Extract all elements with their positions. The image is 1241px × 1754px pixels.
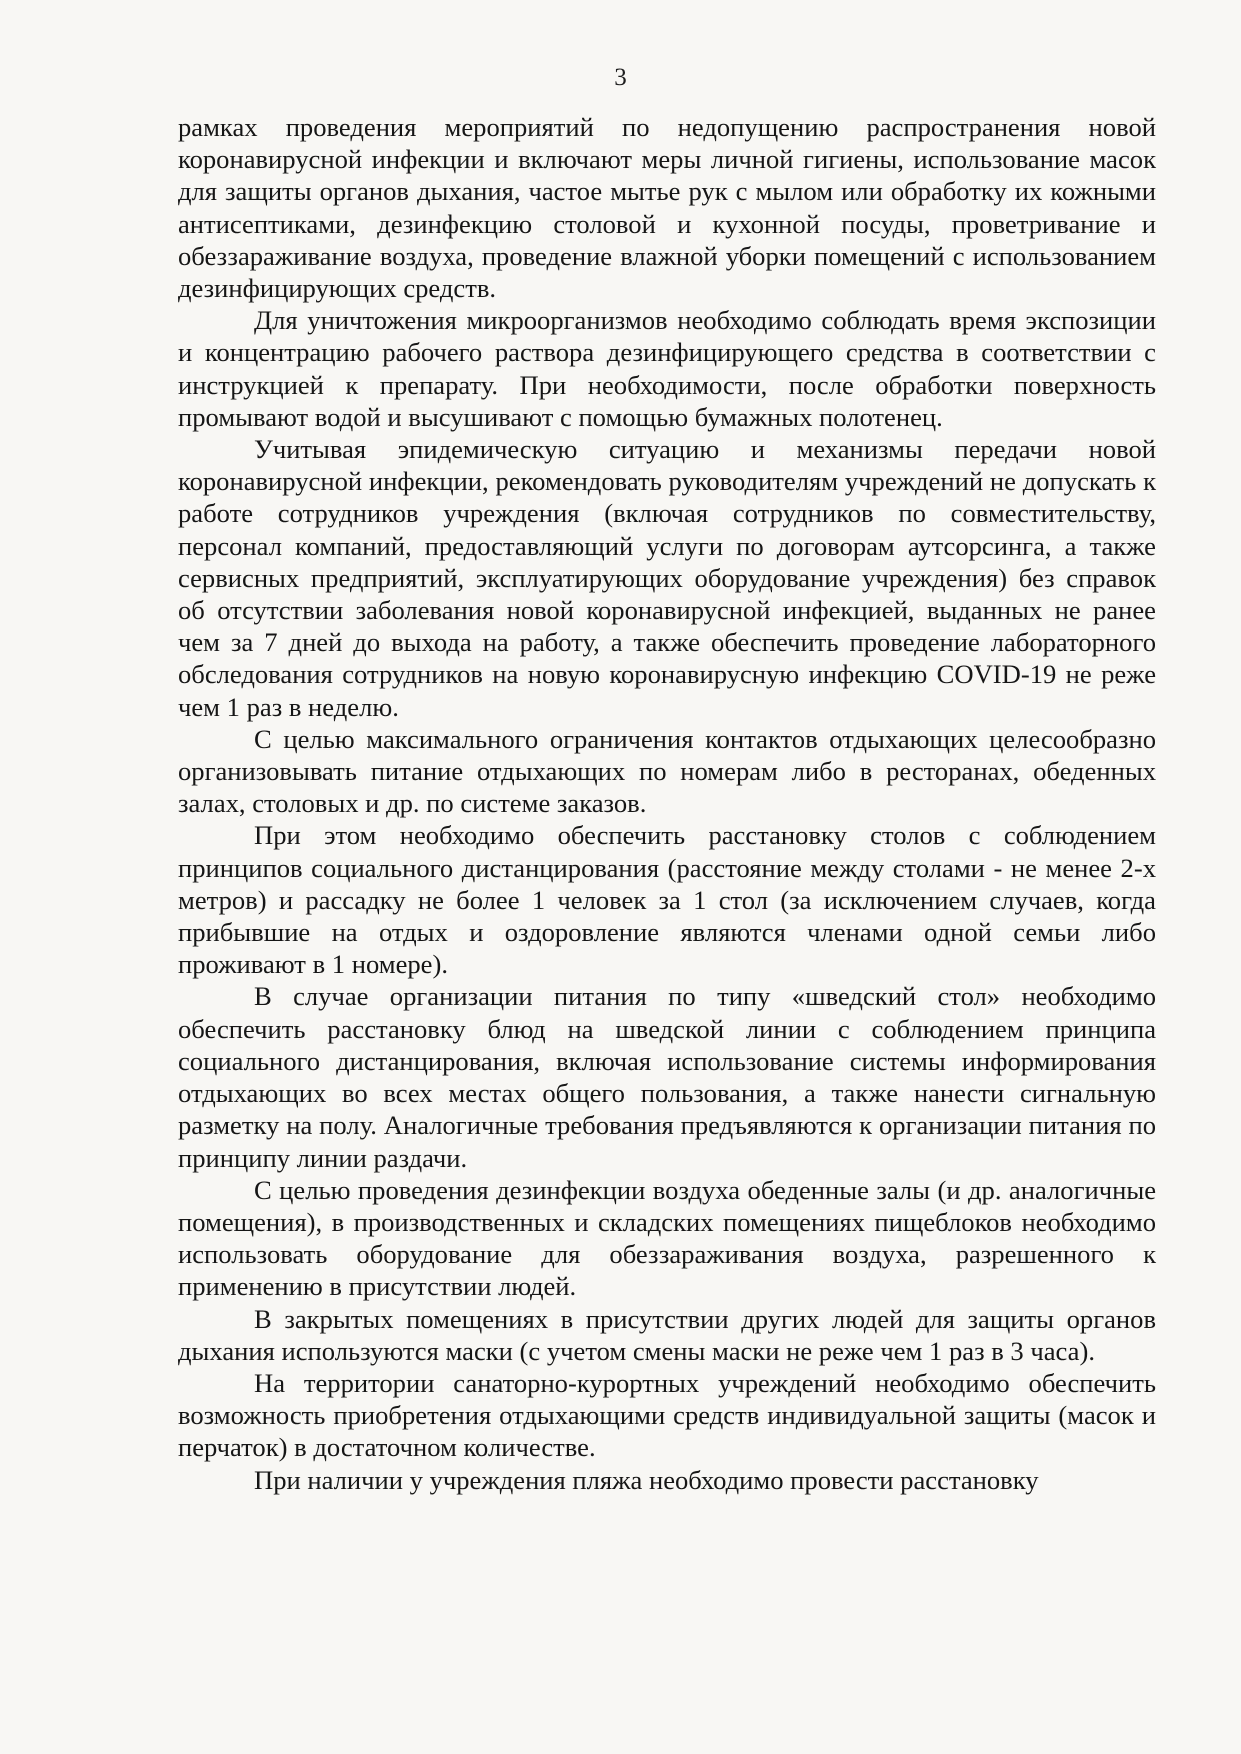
paragraph: Учитывая эпидемическую ситуацию и механизмы передачи новой коронавирусной инфекции, рекомендовать руководителям учреждений не допускать к работе сотрудников учреждения (включая сотрудников по совместительству, персонал компаний, предоставляющий услуги по договорам аутсорсинга, а также сервисных предприятий, эксплуатирующих оборудование учреждения) без справок об отсутствии заболевания новой коронавирусной инфекцией, выданных не ранее чем за 7 дней до выхода на работу, а также обеспечить проведение лабораторного обследования сотрудников на новую коронавирусную инфекцию COVID-19 не реже чем 1 раз в неделю.: [178, 434, 1156, 722]
paragraph: С целью проведения дезинфекции воздуха обеденные залы (и др. аналогичные помещения), в производственных и складских помещениях пищеблоков необходимо использовать оборудование для обеззараживания воздуха, разрешенного к применению в присутствии людей.: [178, 1174, 1156, 1302]
paragraph: При наличии у учреждения пляжа необходимо провести расстановку: [254, 1464, 1039, 1495]
paragraph: рамках проведения мероприятий по недопущению распространения новой коронавирусной инфекции и включают меры личной гигиены, использование масок для защиты органов дыхания, частое мытье рук с мылом или обработку их кожными антисептиками, дезинфекцию столовой и кухонной посуды, проветривание и обеззараживание воздуха, проведение влажной уборки помещений с использованием дезинфицирующих средств.: [178, 112, 1156, 304]
paragraph: С целью максимального ограничения контактов отдыхающих целесообразно организовывать питание отдыхающих по номерам либо в ресторанах, обеденных залах, столовых и др. по системе заказов.: [178, 723, 1156, 819]
paragraph: В закрытых помещениях в присутствии других людей для защиты органов дыхания используются маски (с учетом смены маски не реже чем 1 раз в 3 часа).: [178, 1303, 1156, 1366]
paragraph: Для уничтожения микроорганизмов необходимо соблюдать время экспозиции и концентрацию рабочего раствора дезинфицирующего средства в соответствии с инструкцией к препарату. При необходимости, после обработки поверхность промывают водой и высушивают с помощью бумажных полотенец.: [178, 305, 1156, 432]
document-body: [178, 111, 1156, 1496]
page-number: 3: [614, 64, 627, 91]
paragraph: При этом необходимо обеспечить расстановку столов с соблюдением принципов социального дистанцирования (расстояние между столами - не менее 2-х метров) и рассадку не более 1 человек за 1 стол (за исключением случаев, когда прибывшие на отдых и оздоровление являются членами одной семьи либо проживают в 1 номере).: [178, 820, 1156, 980]
paragraph: В случае организации питания по типу «шведский стол» необходимо обеспечить расстановку блюд на шведской линии с соблюдением принципа социального дистанцирования, включая использование системы информирования отдыхающих во всех местах общего пользования, а также нанести сигнальную разметку на полу. Аналогичные требования предъявляются к организации питания по принципу линии раздачи.: [178, 981, 1156, 1173]
paragraph: На территории санаторно-курортных учреждений необходимо обеспечить возможность приобретения отдыхающими средств индивидуальной защиты (масок и перчаток) в достаточном количестве.: [178, 1367, 1156, 1463]
